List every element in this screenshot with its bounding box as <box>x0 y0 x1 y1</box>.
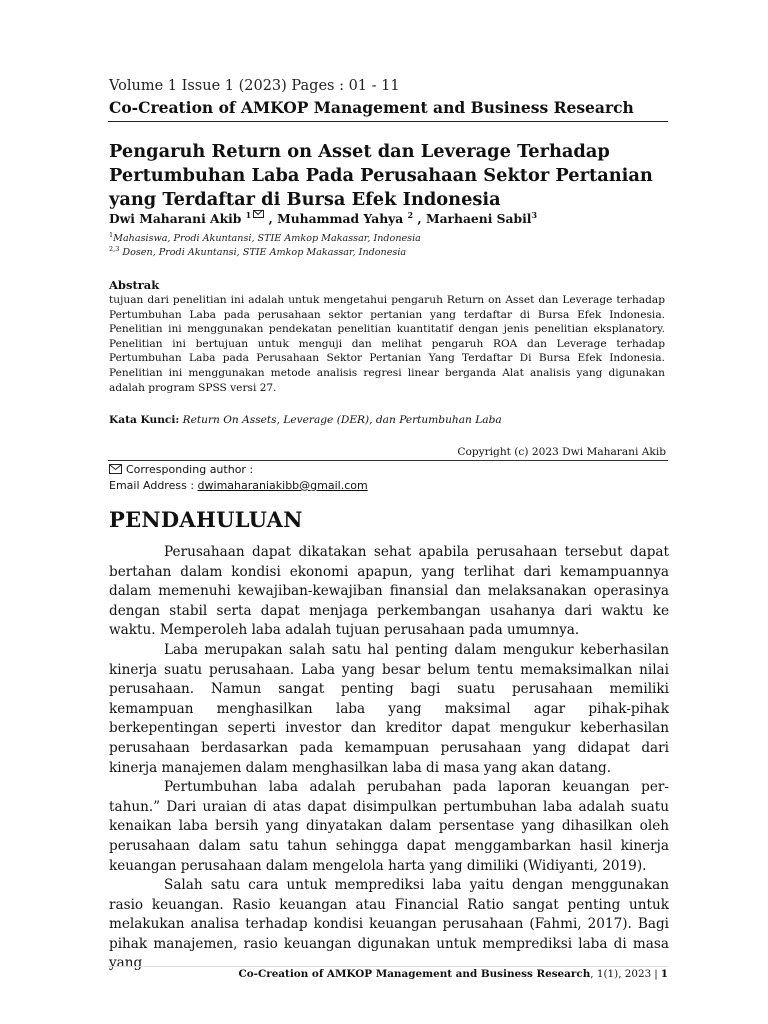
affiliation-number: 1 <box>109 231 114 239</box>
body-paragraph: Laba merupakan salah satu hal penting dalam mengukur keberhasilan kinerja suatu perusahaan. Laba yang besar belum tentu memaksimalkan nilai perusahaan. Namun sangat penting bagi suatu perusahaan memiliki kemampuan menghasilkan laba yang maksimal agar pihak-pihak berkepentingan seperti investor dan kreditor dapat mengukur keberhasilan perusahaan berdasarkan pada kemampuan perusahaan yang didapat dari kinerja manajemen dalam menghasilkan laba di masa yang akan datang. <box>109 641 669 776</box>
keywords-text: Return On Assets, Leverage (DER), dan Pertumbuhan Laba <box>179 414 502 426</box>
mail-icon <box>109 464 122 474</box>
author-affil-number: 1 <box>245 210 252 220</box>
footer-journal: Co-Creation of AMKOP Management and Business Research <box>238 968 591 980</box>
affiliation-text: Dosen, Prodi Akuntansi, STIE Amkop Makassar, Indonesia <box>119 247 407 259</box>
abstract-heading: Abstrak <box>109 278 160 292</box>
body-paragraph: Pertumbuhan laba adalah perubahan pada laporan keuangan per-tahun.” Dari uraian di atas dapat disimpulkan pertumbuhan laba adalah suatu kenaikan laba bersih yang dinyatakan dalam persentase yang dihasilkan oleh perusahaan dalam satu tahun sehingga dapat menggambarkan hasil kinerja keuangan perusahaan dalam mengelola harta yang dimiliki (Widiyanti, 2019). <box>109 779 669 874</box>
author-affil-number: 2 <box>407 210 414 220</box>
copyright-notice: Copyright (c) 2023 Dwi Maharani Akib <box>457 446 666 458</box>
footer-separator: | <box>654 968 658 980</box>
author-name: Dwi Maharani Akib <box>109 211 242 227</box>
page-footer <box>238 968 668 980</box>
body-paragraph: Salah satu cara untuk memprediksi laba yaitu dengan menggunakan rasio keuangan. Rasio keuangan atau Financial Ratio sangat penting untuk melakukan analisa terhadap kondisi keuangan perusahaan (Fahmi, 2017). Bagi pihak manajemen, rasio keuangan digunakan untuk memprediksi laba di masa yang <box>109 877 669 972</box>
author-separator: , <box>413 211 426 227</box>
abstract-text: tujuan dari penelitian ini adalah untuk mengetahui pengaruh Return on Asset dan Leverage terhadap Pertumbuhan Laba pada perusahaan sektor pertanian yang terdaftar di Bursa Efek Indonesia. Penelitian ini menggunakan pendekatan penelitian kuantitatif dengan jenis penelitian eksplanatory. Penelitian ini bertujuan untuk menguji dan melihat pengaruh ROA dan Leverage terhadap Pertumbuhan Laba pada Perusahaan Sektor Pertanian Yang Terdaftar Di Bursa Efek Indonesia. Penelitian ini menggunakan metode analisis regresi linear berganda Alat analisis yang digunakan adalah program SPSS versi 27. <box>109 294 665 394</box>
keywords-label: Kata Kunci: <box>109 414 180 426</box>
journal-name: Co-Creation of AMKOP Management and Business Research <box>109 98 634 117</box>
email-label: Email Address : <box>109 479 198 492</box>
author-separator: , <box>264 211 278 227</box>
author-name: Marhaeni Sabil <box>425 211 532 227</box>
email-line <box>109 479 368 492</box>
body-paragraph: Perusahaan dapat dikatakan sehat apabila perusahaan tersebut dapat bertahan dalam kondisi ekonomi apapun, yang terlihat dari kemampuannya dalam memenuhi kewajiban-kewajiban finansial dan melaksanakan operasinya dengan stabil serta dapat menjaga perkembangan usahanya dari waktu ke waktu. Memperoleh laba adalah tujuan perusahaan pada umumnya. <box>109 544 669 639</box>
affiliation <box>109 245 406 258</box>
affiliation <box>109 231 421 244</box>
article-title: Pengaruh Return on Asset dan Leverage Terhadap Pertumbuhan Laba Pada Perusahaan Sektor Pertanian yang Terdaftar di Bursa Efek Indonesia <box>109 141 653 210</box>
affiliation-number: 2,3 <box>109 245 120 253</box>
copyright-rule <box>108 460 668 461</box>
corresponding-label: Corresponding author : <box>126 463 254 476</box>
keywords <box>109 414 502 426</box>
author-affil-number: 3 <box>531 210 538 220</box>
affiliation-text: Mahasiswa, Prodi Akuntansi, STIE Amkop Makassar, Indonesia <box>113 233 421 245</box>
header-rule <box>108 121 668 122</box>
author-list <box>109 210 537 226</box>
section-heading: PENDAHULUAN <box>109 507 303 532</box>
envelope-icon <box>253 210 264 218</box>
footer-rule <box>108 966 668 967</box>
corresponding-author <box>109 463 253 476</box>
page-number: 1 <box>660 968 668 980</box>
section-body <box>109 543 669 974</box>
volume-info: Volume 1 Issue 1 (2023) Pages : 01 - 11 <box>109 78 400 94</box>
email-link[interactable]: dwimaharaniakibb@gmail.com <box>197 479 368 492</box>
footer-citation: , 1(1), 2023 <box>590 968 652 980</box>
author-name: Muhammad Yahya <box>277 211 404 227</box>
